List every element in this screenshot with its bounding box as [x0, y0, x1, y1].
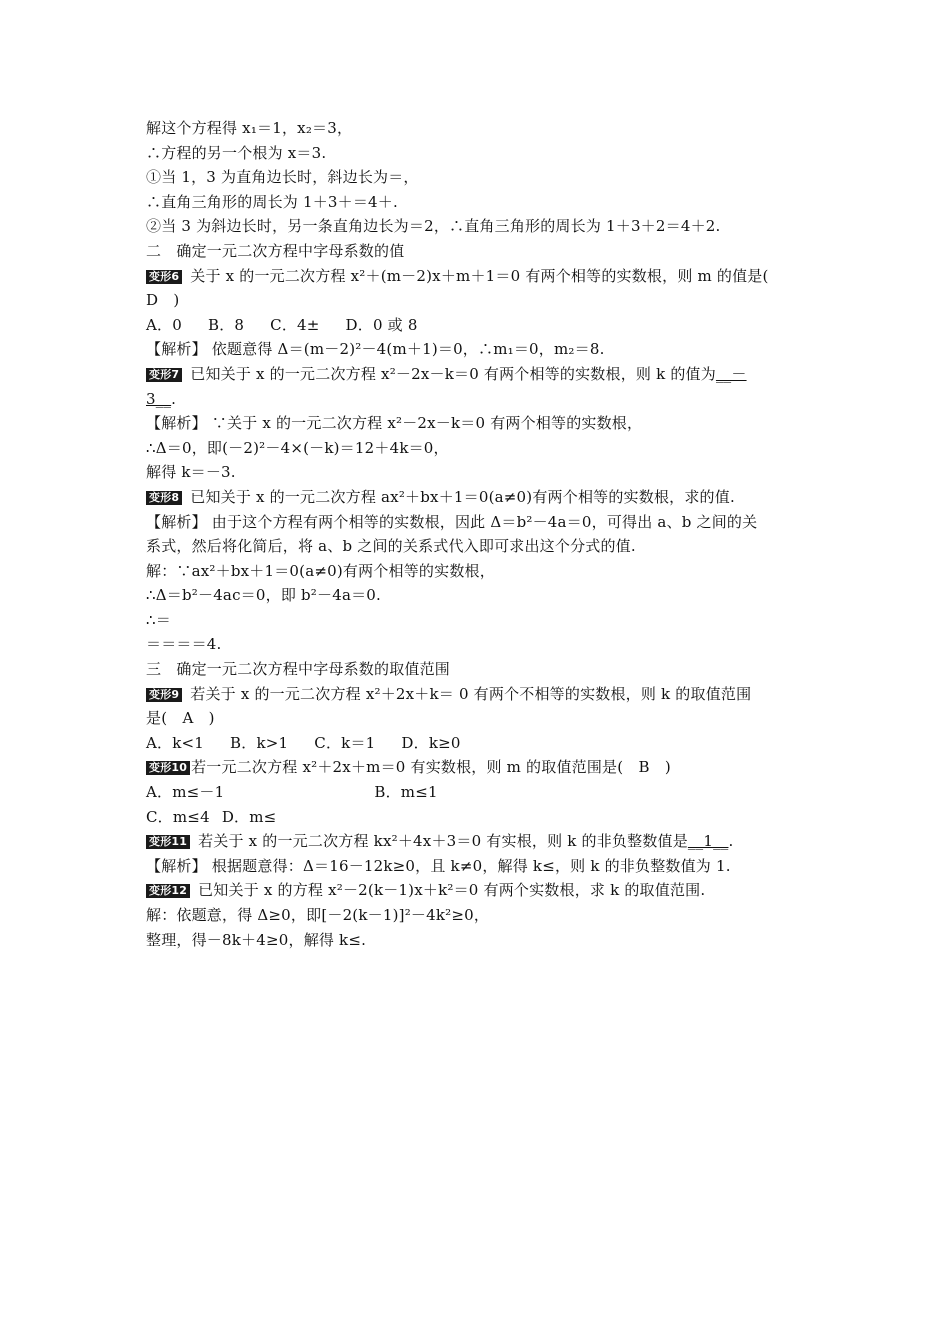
- period: .: [728, 832, 734, 851]
- variant-tag: 变形11: [146, 835, 190, 849]
- problem-7-analysis: 【解析】 ∵关于 x 的一元二次方程 x²－2x－k＝0 有两个相等的实数根，: [146, 414, 643, 433]
- problem-10-options: [146, 805, 816, 830]
- text-line: ②当 3 为斜边长时，另一条直角边长为＝2，∴直角三角形的周长为 1＋3＋2＝4＋2.: [146, 217, 721, 236]
- answer-blank: __1__: [687, 832, 729, 851]
- option-d: D．k≥0: [401, 733, 461, 752]
- text-line: 解这个方程得 x₁＝1，x₂＝3，: [146, 119, 353, 137]
- variant-tag: 变形7: [146, 368, 182, 382]
- problem-text: 已知关于 x 的一元二次方程 ax²＋bx＋1＝0(a≠0)有两个相等的实数根，求的值.: [190, 487, 735, 506]
- option-c: C．4±: [270, 315, 320, 334]
- problem-6-options: [146, 313, 816, 338]
- problem-11-analysis: 【解析】 根据题意得：Δ＝16－12k≥0，且 k≠0，解得 k≤，则 k 的非负整数值为 1.: [146, 856, 731, 875]
- option-b: B．8: [207, 315, 245, 334]
- problem-6-analysis: 【解析】 依题意得 Δ＝(m－2)²－4(m＋1)＝0，∴m₁＝0，m₂＝8.: [146, 340, 605, 359]
- problem-text: 已知关于 x 的方程 x²－2(k－1)x＋k²＝0 有两个实数根，求 k 的取值范围.: [198, 881, 706, 900]
- problem-text: 若关于 x 的一元二次方程 x²＋2x＋k＝ 0 有两个不相等的实数根，则 k 的取值范围: [190, 684, 752, 703]
- variant-tag: 变形9: [146, 688, 182, 702]
- text-line: ∴方程的另一个根为 x＝3.: [146, 143, 327, 162]
- option-a: A．0: [146, 315, 182, 334]
- option-a: A．m≤－1: [146, 783, 225, 802]
- problem-9-answer: 是( A ): [146, 709, 215, 728]
- section-heading: 三 确定一元二次方程中字母系数的取值范围: [146, 660, 451, 679]
- text-line: ∴直角三角形的周长为 1＋3＋＝4＋.: [146, 192, 398, 211]
- problem-6: [146, 264, 816, 289]
- option-d: D．m≤: [221, 807, 277, 826]
- section-heading: 二 确定一元二次方程中字母系数的值: [146, 241, 405, 260]
- text-line: ①当 1，3 为直角边长时，斜边长为＝，: [146, 168, 419, 187]
- variant-tag: 变形10: [146, 761, 190, 775]
- text-line: ∴＝: [146, 610, 171, 629]
- problem-8-solution: 解：∵ax²＋bx＋1＝0(a≠0)有两个相等的实数根，: [146, 561, 495, 580]
- problem-12: [146, 878, 816, 903]
- option-c: C．k＝1: [314, 733, 376, 752]
- variant-tag: 变形6: [146, 270, 182, 284]
- problem-8: [146, 485, 816, 510]
- problem-10-options: [146, 780, 816, 805]
- problem-text: 若一元二次方程 x²＋2x＋m＝0 有实数根，则 m 的取值范围是( B ): [191, 758, 671, 777]
- text-line: ∴Δ＝b²－4ac＝0，即 b²－4a＝0.: [146, 586, 382, 605]
- problem-10: [146, 755, 816, 780]
- problem-12-solution: 解：依题意，得 Δ≥0，即[－2(k－1)]²－4k²≥0，: [146, 906, 490, 924]
- problem-7: [146, 362, 816, 387]
- text-line: ＝＝＝＝4.: [146, 635, 222, 654]
- option-b: B．m≤1: [374, 783, 438, 802]
- text-line: 解得 k＝－3.: [146, 463, 236, 482]
- problem-9-options: [146, 731, 816, 756]
- answer-blank: __－: [715, 364, 747, 383]
- document-content: [146, 116, 816, 952]
- text-line: 系式，然后将化简后，将 a、b 之间的关系式代入即可求出这个分式的值.: [146, 537, 636, 556]
- problem-text: 关于 x 的一元二次方程 x²＋(m－2)x＋m＋1＝0 有两个相等的实数根，则 m 的值是(: [190, 266, 769, 285]
- answer-blank: 3__: [146, 389, 172, 408]
- problem-6-answer: D ): [146, 291, 180, 310]
- option-a: A．k<1: [146, 733, 205, 752]
- option-c: C．m≤4: [146, 807, 210, 826]
- option-b: B．k>1: [230, 733, 289, 752]
- text-line: 整理，得－8k＋4≥0，解得 k≤.: [146, 930, 367, 949]
- problem-11: [146, 829, 816, 854]
- problem-9: [146, 682, 816, 707]
- problem-text: 已知关于 x 的一元二次方程 x²－2x－k＝0 有两个相等的实数根，则 k 的值为: [190, 364, 716, 383]
- problem-8-analysis: 【解析】 由于这个方程有两个相等的实数根，因此 Δ＝b²－4a＝0，可得出 a、b 之间的关: [146, 512, 758, 531]
- variant-tag: 变形12: [146, 884, 190, 898]
- period: .: [171, 389, 177, 408]
- option-d: D．0 或 8: [345, 315, 418, 334]
- problem-text: 若关于 x 的一元二次方程 kx²＋4x＋3＝0 有实根，则 k 的非负整数值是: [198, 832, 688, 851]
- variant-tag: 变形8: [146, 491, 182, 505]
- text-line: ∴Δ＝0，即(－2)²－4×(－k)＝12＋4k＝0，: [146, 438, 449, 457]
- problem-7-continued: [146, 387, 816, 412]
